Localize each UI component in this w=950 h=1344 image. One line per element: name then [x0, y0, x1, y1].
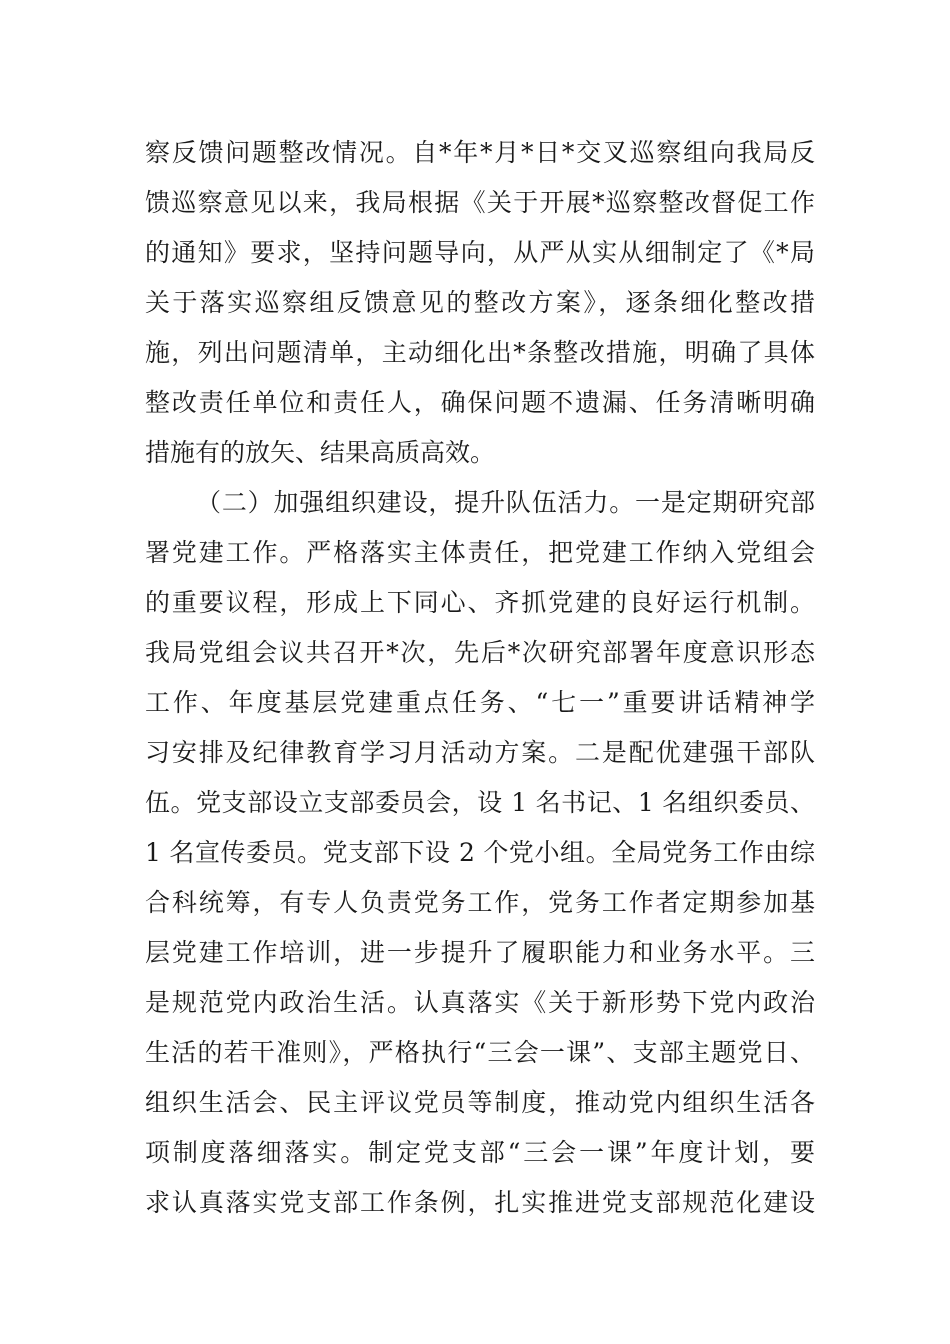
text-line: 层党建工作培训，进一步提升了履职能力和业务水平。三 — [145, 938, 815, 967]
text-line: 工作、年度基层党建重点任务、“七一”重要讲话精神学 — [145, 688, 815, 717]
text-line: 生活的若干准则》，严格执行“三会一课”、支部主题党日、 — [145, 1038, 815, 1067]
text-line: （二）加强组织建设，提升队伍活力。一是定期研究部 — [196, 488, 815, 517]
text-line: 项制度落细落实。制定党支部“三会一课”年度计划，要 — [145, 1138, 815, 1167]
text-line: 我局党组会议共召开*次，先后*次研究部署年度意识形态 — [145, 638, 815, 667]
text-line: 措施有的放矢、结果高质高效。 — [145, 438, 496, 467]
text-line: 习安排及纪律教育学习月活动方案。二是配优建强干部队 — [145, 738, 815, 767]
text-line: 施，列出问题清单，主动细化出*条整改措施，明确了具体 — [145, 338, 815, 367]
text-line: 伍。党支部设立支部委员会，设 1 名书记、1 名组织委员、 — [145, 788, 815, 817]
text-line: 组织生活会、民主评议党员等制度，推动党内组织生活各 — [145, 1088, 815, 1117]
text-line: 1 名宣传委员。党支部下设 2 个党小组。全局党务工作由综 — [145, 838, 815, 867]
text-line: 的通知》要求，坚持问题导向，从严从实从细制定了《*局 — [145, 238, 815, 267]
text-line: 合科统筹，有专人负责党务工作，党务工作者定期参加基 — [145, 888, 815, 917]
text-line: 馈巡察意见以来，我局根据《关于开展*巡察整改督促工作 — [145, 188, 815, 217]
text-line: 的重要议程，形成上下同心、齐抓党建的良好运行机制。 — [145, 588, 815, 617]
text-line: 关于落实巡察组反馈意见的整改方案》，逐条细化整改措 — [145, 288, 815, 317]
text-line: 整改责任单位和责任人，确保问题不遗漏、任务清晰明确 — [145, 388, 815, 417]
text-line: 求认真落实党支部工作条例，扎实推进党支部规范化建设 — [145, 1188, 815, 1217]
text-line: 察反馈问题整改情况。自*年*月*日*交叉巡察组向我局反 — [145, 138, 815, 167]
text-line: 是规范党内政治生活。认真落实《关于新形势下党内政治 — [145, 988, 815, 1017]
text-line: 署党建工作。严格落实主体责任，把党建工作纳入党组会 — [145, 538, 815, 567]
